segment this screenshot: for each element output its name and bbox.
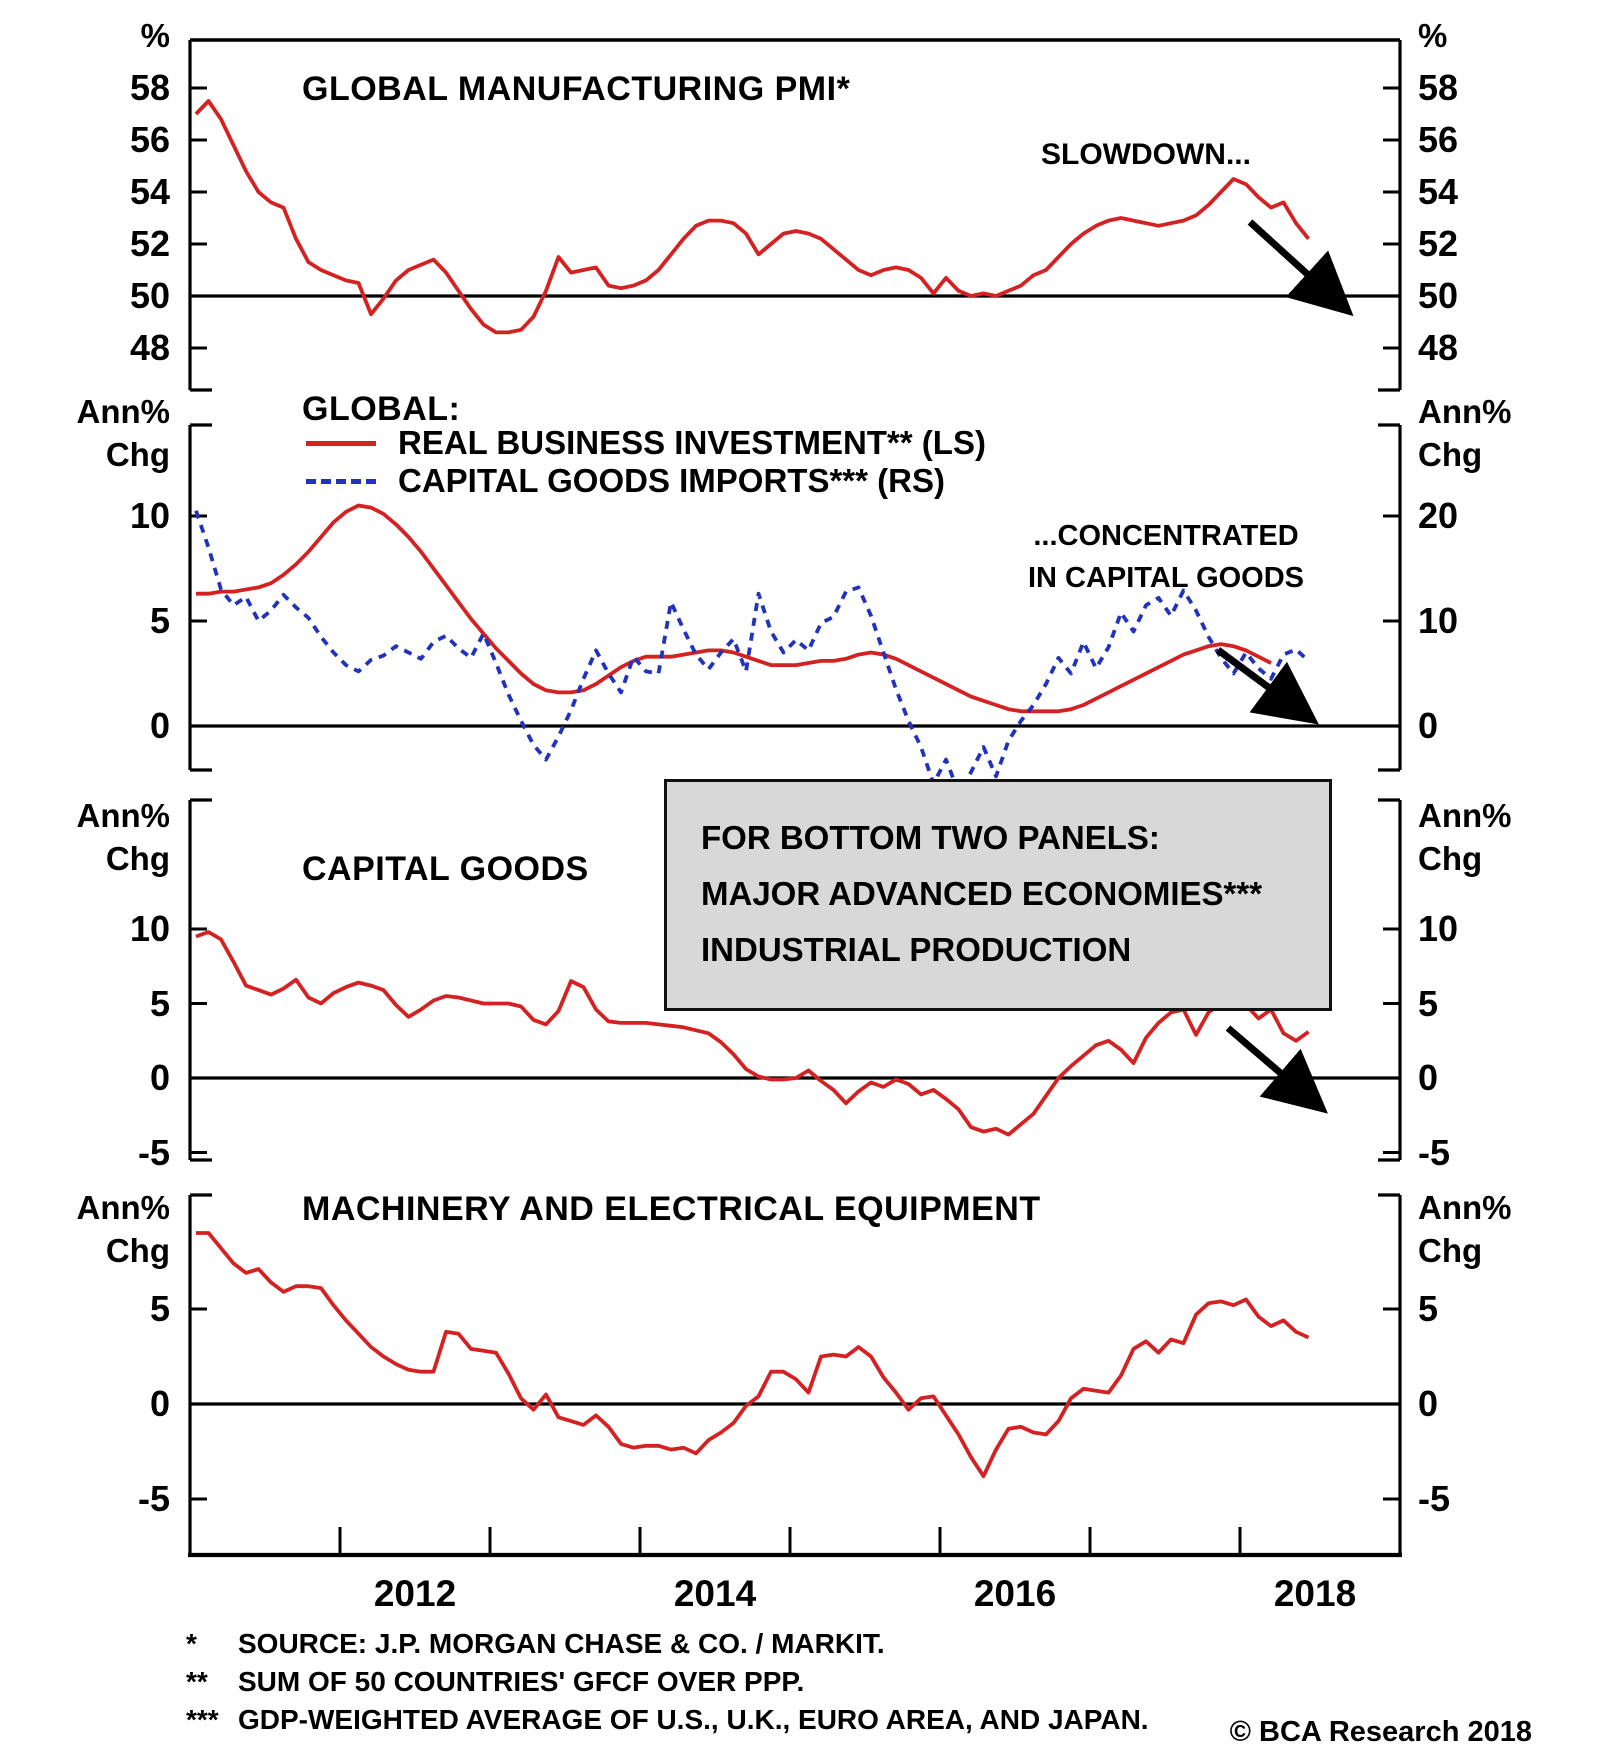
p3-unit-right-1: Ann% — [1418, 797, 1512, 834]
p2-ytick-right-10: 10 — [1418, 600, 1459, 641]
p4-unit-right-2: Chg — [1418, 1232, 1483, 1269]
note-box-line3: INDUSTRIAL PRODUCTION — [701, 931, 1132, 968]
xtick-label-2016: 2016 — [973, 1573, 1057, 1614]
p4-title: MACHINERY AND ELECTRICAL EQUIPMENT — [302, 1190, 1041, 1228]
footnote-marker: * — [186, 1628, 197, 1659]
p3-ytick-right-10: 10 — [1418, 908, 1459, 949]
p2-annotation-line1: ...CONCENTRATED — [1033, 520, 1299, 552]
p4-ytick-right-5: 5 — [1418, 1288, 1439, 1329]
legend-label: REAL BUSINESS INVESTMENT** (LS) — [398, 424, 986, 461]
pmi-line — [196, 101, 1309, 332]
xtick-label-2018: 2018 — [1273, 1573, 1357, 1614]
p4-unit-left-1: Ann% — [76, 1189, 170, 1226]
p3-unit-right-2: Chg — [1418, 840, 1483, 877]
p3-ytick-right--5: -5 — [1418, 1131, 1451, 1173]
p4-unit-right-1: Ann% — [1418, 1189, 1512, 1226]
legend-sample-solid-red — [306, 441, 376, 446]
machinery-electrical-line — [196, 1233, 1309, 1476]
p3-ytick-left-5: 5 — [149, 982, 170, 1024]
p3-ytick-right-0: 0 — [1418, 1057, 1439, 1098]
p2-ytick-right-0: 0 — [1418, 705, 1439, 746]
p1-ytick-left-50: 50 — [129, 275, 170, 316]
p1-ytick-right-48: 48 — [1418, 327, 1459, 368]
p4-ytick-right--5: -5 — [1418, 1478, 1451, 1519]
p2-ytick-left-5: 5 — [149, 600, 170, 641]
p1-annotation-slowdown: SLOWDOWN... — [1041, 138, 1251, 171]
p2-ytick-right-20: 20 — [1418, 495, 1459, 536]
p1-title: GLOBAL MANUFACTURING PMI* — [302, 70, 851, 108]
legend-row-capital-goods-imports — [306, 462, 945, 500]
slowdown-arrow — [1250, 222, 1338, 302]
p4-unit-left-2: Chg — [105, 1232, 170, 1269]
legend-row-real-business-investment — [306, 424, 986, 462]
p3-unit-left-2: Chg — [105, 840, 170, 877]
note-box-line2: MAJOR ADVANCED ECONOMIES*** — [701, 875, 1263, 912]
p1-ytick-right-52: 52 — [1418, 223, 1459, 264]
footnote-marker: ** — [186, 1666, 208, 1697]
p1-unit-right: % — [1418, 17, 1448, 54]
note-box — [664, 779, 1332, 1011]
p3-ytick-left-10: 10 — [129, 908, 170, 949]
p1-ytick-left-56: 56 — [129, 119, 170, 160]
p2-ytick-left-0: 0 — [149, 705, 170, 746]
p3-ytick-left--5: -5 — [137, 1131, 170, 1173]
note-box-line1: FOR BOTTOM TWO PANELS: — [701, 819, 1160, 856]
p1-ytick-right-54: 54 — [1418, 171, 1459, 212]
xtick-label-2012: 2012 — [373, 1573, 457, 1614]
p2-ytick-left-10: 10 — [129, 495, 170, 536]
footnote-1 — [186, 1628, 885, 1660]
p2-unit-left-1: Ann% — [76, 393, 170, 430]
p1-ytick-right-50: 50 — [1418, 275, 1459, 316]
xtick-label-2014: 2014 — [673, 1573, 757, 1614]
p3-ytick-left-0: 0 — [149, 1057, 170, 1098]
footnote-marker: *** — [186, 1704, 219, 1735]
p1-ytick-right-56: 56 — [1418, 119, 1459, 160]
p3-unit-left-1: Ann% — [76, 797, 170, 834]
p1-ytick-left-48: 48 — [129, 327, 170, 368]
p2-annotation-line2: IN CAPITAL GOODS — [1027, 562, 1305, 594]
footnote-3 — [186, 1704, 1149, 1736]
footnote-text: GDP-WEIGHTED AVERAGE OF U.S., U.K., EURO AREA, AND JAPAN. — [238, 1704, 1149, 1735]
p2-title: GLOBAL: — [302, 390, 461, 428]
footnote-text: SOURCE: J.P. MORGAN CHASE & CO. / MARKIT. — [238, 1628, 885, 1659]
p3-ytick-right-5: 5 — [1418, 982, 1439, 1024]
p2-unit-right-1: Ann% — [1418, 393, 1512, 430]
p4-ytick-left--5: -5 — [137, 1478, 170, 1519]
p3-title: CAPITAL GOODS — [302, 850, 589, 888]
p4-ytick-right-0: 0 — [1418, 1383, 1439, 1424]
footnote-2 — [186, 1666, 804, 1698]
legend-sample-dashed-blue — [306, 479, 376, 484]
p1-ytick-right-58: 58 — [1418, 67, 1459, 108]
p1-ytick-left-58: 58 — [129, 67, 170, 108]
p1-ytick-left-52: 52 — [129, 223, 170, 264]
p2-unit-right-2: Chg — [1418, 436, 1483, 473]
p1-ytick-left-54: 54 — [129, 171, 170, 212]
footnote-text: SUM OF 50 COUNTRIES' GFCF OVER PPP. — [238, 1666, 805, 1697]
legend-label: CAPITAL GOODS IMPORTS*** (RS) — [398, 462, 945, 499]
p2-unit-left-2: Chg — [105, 436, 170, 473]
p4-ytick-left-5: 5 — [149, 1288, 170, 1329]
p4-ytick-left-0: 0 — [149, 1383, 170, 1424]
p1-unit-left: % — [140, 17, 170, 54]
copyright: © BCA Research 2018 — [1229, 1716, 1532, 1748]
